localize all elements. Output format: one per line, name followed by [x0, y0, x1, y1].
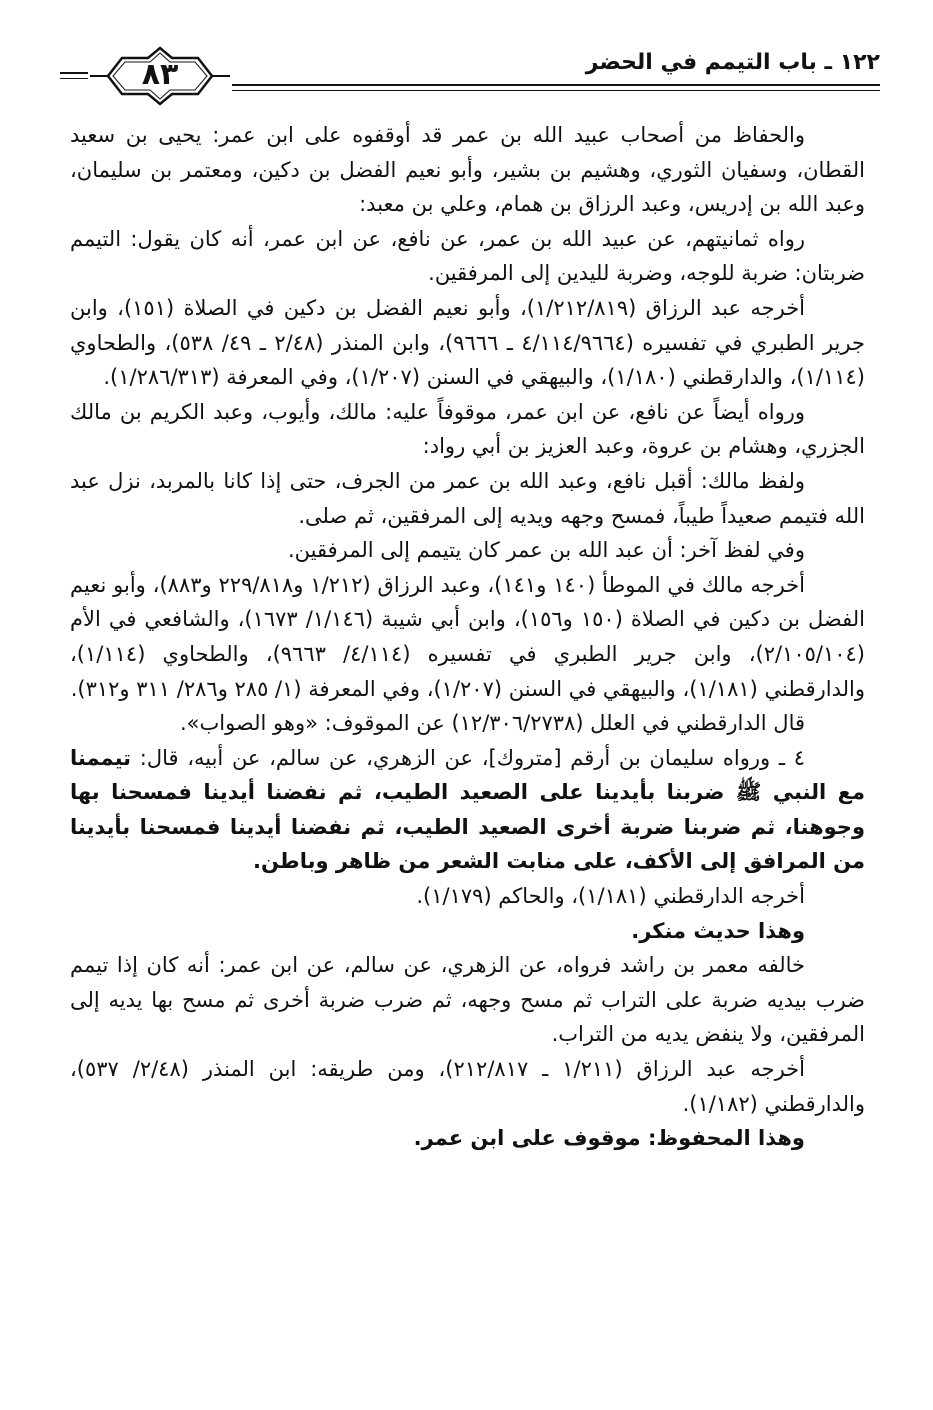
paragraph-5: ولفظ مالك: أقبل نافع، وعبد الله بن عمر من الجرف، حتى إذا كانا بالمربد، نزل عبد الله فتيمم صعيداً طيباً، فمسح وجهه ويديه إلى المرفقين، ثم صلى.	[70, 468, 865, 528]
paragraph-6: وفي لفظ آخر: أن عبد الله بن عمر كان يتيمم إلى المرفقين.	[287, 538, 805, 563]
page-header	[60, 40, 880, 110]
paragraph-11: وهذا حديث منكر.	[631, 918, 805, 943]
paragraph-9	[70, 741, 865, 879]
page-number-ornament	[90, 46, 230, 106]
header-rule	[232, 84, 880, 86]
header-rule-left	[60, 72, 88, 74]
paragraph-13: أخرجه عبد الرزاق (١/٢١١ ـ ٢١٢/٨١٧)، ومن طريقه: ابن المنذر (٢/٤٨/ ٥٣٧)، والدارقطني (١/١٨٢).	[70, 1057, 865, 1116]
paragraph-12: خالفه معمر بن راشد فرواه، عن الزهري، عن سالم، عن ابن عمر: أنه كان إذا تيمم ضرب بيديه ضربة على التراب ثم مسح وجهه، ثم ضرب ضربة أخرى ثم مسح بها يديه إلى المرفقين، ولا ينفض يديه من التراب.	[70, 953, 865, 1047]
header-rule-thin	[232, 90, 880, 91]
paragraph-9-hadith: تيممنا مع النبي ﷺ ضربنا بأيدينا على الصعيد الطيب، ثم نفضنا أيدينا فمسحنا بها وجوهنا، ثم ضربنا ضربة أخرى الصعيد الطيب، ثم نفضنا أيدينا فمسحنا بأيدينا من المرافق إلى الأكف، على منابت الشعر من ظاهر وباطن.	[70, 745, 865, 874]
page-body	[70, 118, 865, 1156]
paragraph-1: والحفاظ من أصحاب عبيد الله بن عمر قد أوقفوه على ابن عمر: يحيى بن سعيد القطان، وسفيان الثوري، وهشيم بن بشير، وأبو نعيم الفضل بن دكين، ومعتمر بن سليمان، وعبد الله بن إدريس، وعبد الرزاق بن همام، وعلي بن معبد:	[70, 123, 865, 217]
paragraph-14-rest: موقوف على ابن عمر.	[413, 1126, 641, 1151]
header-rule-left-thin	[60, 78, 88, 79]
paragraph-14	[70, 1121, 865, 1156]
paragraph-8: قال الدارقطني في العلل (١٢/٣٠٦/٢٧٣٨) عن الموقوف: «وهو الصواب».	[179, 711, 805, 736]
paragraph-2: رواه ثمانيتهم، عن عبيد الله بن عمر، عن نافع، عن ابن عمر، أنه كان يقول: التيمم ضربتان: ضربة للوجه، وضربة لليدين إلى المرفقين.	[70, 226, 865, 286]
page-number: ٨٣	[141, 57, 179, 92]
paragraph-4: ورواه أيضاً عن نافع، عن ابن عمر، موقوفاً عليه: مالك، وأيوب، وعبد الكريم بن مالك الجزري، وهشام بن عروة، وعبد العزيز بن أبي رواد:	[70, 399, 865, 459]
chapter-title: ١٢٢ ـ باب التيمم في الحضر	[585, 50, 880, 75]
paragraph-7: أخرجه مالك في الموطأ (١٤٠ و١٤١)، وعبد الرزاق (١/٢١٢ و٢٢٩/٨١٨ و٨٨٣)، وأبو نعيم الفضل بن دكين في الصلاة (١٥٠ و١٥٦)، وابن أبي شيبة (١/١٤٦/ ١٦٧٣)، والشافعي في الأم (٢/١٠٥/١٠٤)، وابن جرير الطبري في تفسيره (٤/١١٤/ ٩٦٦٣)، والطحاوي (١/١١٤)، والدارقطني (١/١٨١)، والبيهقي في السنن (١/٢٠٧)، وفي المعرفة (١/ ٢٨٥ و٢٨٦/ ٣١١ و٣١٢).	[70, 572, 866, 701]
paragraph-14-lead: وهذا المحفوظ:	[640, 1126, 805, 1151]
paragraph-9-text: ٤ ـ ورواه سليمان بن أرقم [متروك]، عن الزهري، عن سالم، عن أبيه، قال:	[131, 745, 805, 770]
paragraph-10: أخرجه الدارقطني (١/١٨١)، والحاكم (١/١٧٩).	[416, 884, 805, 909]
paragraph-3: أخرجه عبد الرزاق (١/٢١٢/٨١٩)، وأبو نعيم الفضل بن دكين في الصلاة (١٥١)، وابن جرير الطبري في تفسيره (٤/١١٤/٩٦٦٤ ـ ٩٦٦٦)، وابن المنذر (٢/٤٨ ـ ٤٩/ ٥٣٨)، والطحاوي (١/١١٤)، والدارقطني (١/١٨٠)، والبيهقي في السنن (١/٢٠٧)، وفي المعرفة (١/٢٨٦/٣١٣).	[70, 295, 865, 390]
